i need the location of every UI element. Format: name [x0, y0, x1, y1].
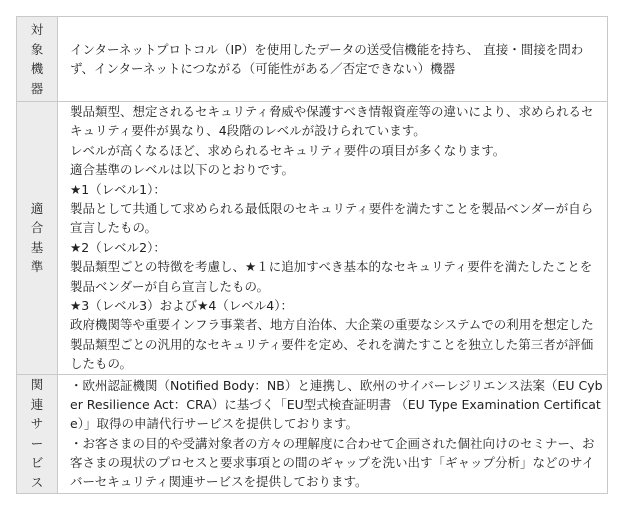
- content-line: 製品として共通して求められる最低限のセキュリティ要件を満たすことを製品ベンダーが自ら宣言したもの。: [70, 201, 594, 236]
- content-line: 政府機関等や重要インフラ事業者、地方自治体、大企業の重要なシステムでの利用を想定した製品類型ごとの汎用的なセキュリティ要件を定め、それを満たすことを独立した第三者が評価したもの。: [70, 317, 594, 372]
- content-line: 適合基準のレベルは以下のとおりです。: [70, 162, 295, 178]
- content-line: インターネットプロトコル（IP）を使用したデータの送受信機能を持ち、 直接・間接を問わず、インターネットにつながる（可能性がある／否定できない）機器: [70, 41, 584, 76]
- content-line: レベルが高くなるほど、求められるセキュリティ要件の項目が多くなります。: [70, 142, 506, 158]
- content-line: ・お客さまの目的や受講対象者の方々の理解度に合わせて企画された個社向けのセミナー、お客さまの現状のプロセスと要求事項との間のギャップを洗い出す「ギャップ分析」などのサイバーセキュリティ関連サービスを提供しております。: [70, 435, 595, 490]
- row-content-target-devices: [58, 17, 608, 102]
- info-table: [16, 16, 608, 494]
- level-heading: ★2（レベル2）：: [70, 239, 166, 255]
- row-label-target-devices: 対 象 機 器: [17, 17, 58, 102]
- row-content-related-services: [58, 374, 608, 493]
- level-heading: ★1（レベル1）：: [70, 181, 166, 197]
- content-line: ・欧州認証機関（Notified Body：NB）と連携し、欧州のサイバーレジリエンス法案（EU Cyber Resilience Act：CRA）に基づく「EU型式検査証明書 （EU Type Examination Certificate）」取得の申請代行サービスを提供しております。: [70, 378, 603, 432]
- table-row-target-devices: [17, 17, 608, 102]
- table-row-compliance-standard: [17, 102, 608, 375]
- row-label-compliance-standard: 適 合 基 準: [17, 102, 58, 375]
- row-label-related-services: 関 連 サ ー ビ ス: [17, 374, 58, 493]
- table-row-related-services: [17, 374, 608, 493]
- content-line: 製品類型ごとの特徴を考慮し、★１に追加すべき基本的なセキュリティ要件を満たしたことを製品ベンダーが自ら宣言したもの。: [70, 259, 593, 294]
- row-content-compliance-standard: [58, 102, 608, 375]
- level-heading: ★3（レベル3）および★4（レベル4）：: [70, 298, 293, 314]
- content-line: 製品類型、想定されるセキュリティ脅威や保護すべき情報資産等の違いにより、求められるセキュリティ要件が異なり、4段階のレベルが設けられています。: [70, 104, 594, 139]
